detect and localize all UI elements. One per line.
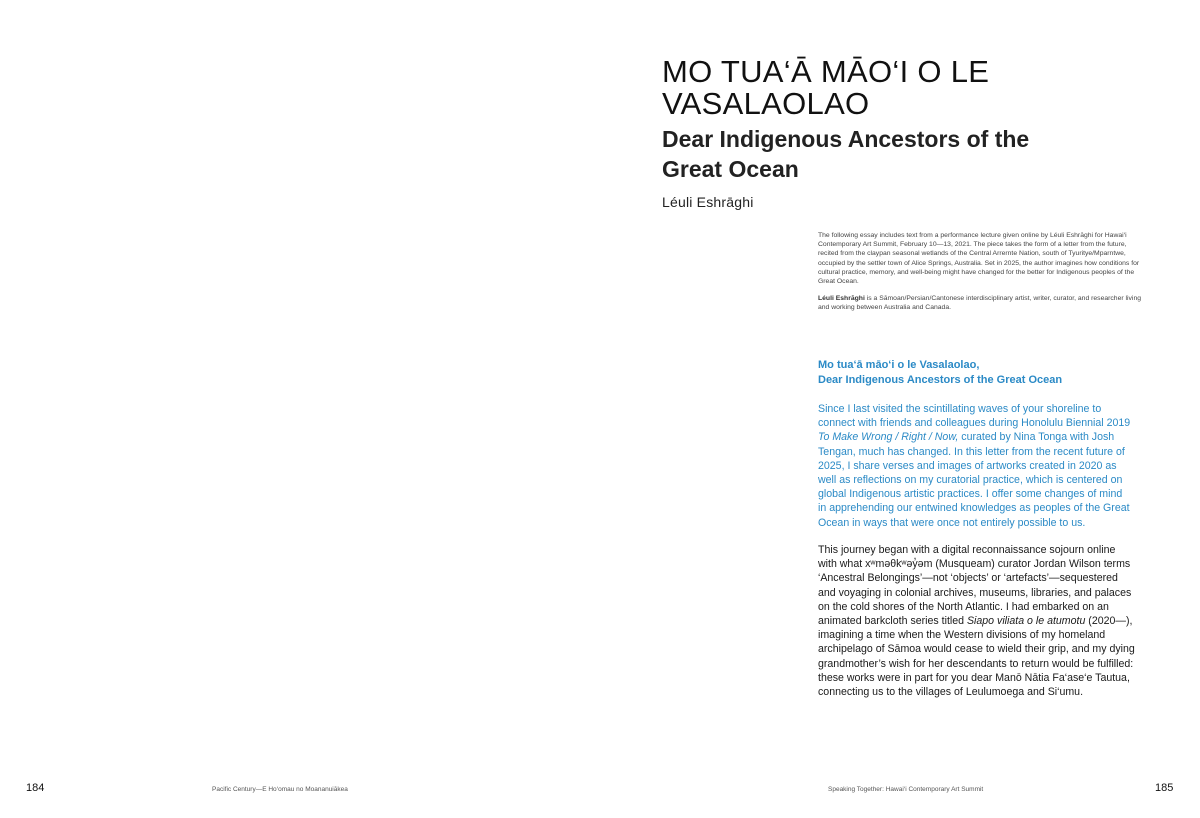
black-line: with what xʷməθkʷəy̓əm (Musqueam) curator Jordan Wilson terms xyxy=(818,558,1131,571)
exhibition-title: To Make Wrong / Right / Now, xyxy=(818,431,959,444)
blue-line: Since I last visited the scintillating waves of your shoreline to xyxy=(818,403,1102,415)
black-line: This journey began with a digital reconnaissance sojourn online xyxy=(818,544,1116,556)
black-line-after: (2020—), xyxy=(1085,615,1133,628)
subtitle-line-1: Dear Indigenous Ancestors of the xyxy=(662,126,1030,152)
running-head-left: Pacific Century—E Ho‘omau no Moananuiākea xyxy=(212,786,348,793)
paragraph-blue xyxy=(818,402,1158,530)
black-line: and voyaging in colonial archives, museums, libraries, and palaces xyxy=(818,586,1132,599)
salutation-line-2: Dear Indigenous Ancestors of the Great Ocean xyxy=(818,374,1063,386)
blue-line: connect with friends and colleagues during Honolulu Biennial 2019 xyxy=(818,417,1131,430)
bio-name: Léuli Eshrāghi xyxy=(818,295,865,303)
author-bio xyxy=(818,294,1148,312)
blue-line: global Indigenous artistic practices. I offer some changes of mind xyxy=(818,488,1123,501)
blue-line-italic xyxy=(818,430,1158,444)
blue-line-rest: curated by Nina Tonga with Josh xyxy=(958,431,1115,444)
black-line: grandmother’s wish for her descendants to return would be fulfilled: xyxy=(818,657,1134,670)
artwork-title: Siapo viliata o le atumotu xyxy=(966,615,1086,628)
blue-line: well as reflections on my curatorial practice, which is centered on xyxy=(818,474,1123,487)
subtitle-line-2: Great Ocean xyxy=(662,156,799,182)
intro-note xyxy=(818,231,1148,321)
blue-line: Ocean in ways that were once not entirely possible to us. xyxy=(818,516,1086,529)
intro-paragraph: The following essay includes text from a performance lecture given online by Léuli Eshrāghi for Hawai‘i Contemporary Art Summit, February 10—13, 2021. The piece takes the form of a letter from the future, recited from the claypan seasonal wetlands of the Central Arrernte Nation, south of Tyuritye/Mparntwe, occupied by the settler town of Alice Springs, Australia. Set in 2025, the author imagines how conditions for cultural practice, memory, and well-being might have changed for the better for Indigenous peoples of the Great Ocean. xyxy=(818,232,1140,286)
black-line-italic xyxy=(818,614,1158,628)
bio-text: is a Sāmoan/Persian/Cantonese interdisciplinary artist, writer, curator, and researcher living and working between Australia and Canada. xyxy=(818,295,1142,312)
essay-title xyxy=(662,56,1162,120)
letter-salutation xyxy=(818,358,1158,388)
title-line-2: VASALAOLAO xyxy=(662,86,870,121)
salutation-line-1: Mo tua‘ā māo‘i o le Vasalaolao, xyxy=(818,359,980,371)
black-line: archipelago of Sāmoa would cease to wield their grip, and my dying xyxy=(818,643,1135,656)
page-number-left: 184 xyxy=(26,782,45,794)
blue-line: in apprehending our entwined knowledges as peoples of the Great xyxy=(818,502,1130,515)
essay-subtitle xyxy=(662,124,1162,184)
author-name: Léuli Eshrāghi xyxy=(662,194,754,210)
blue-line: Tengan, much has changed. In this letter from the recent future of xyxy=(818,445,1125,458)
black-line-before: animated barkcloth series titled xyxy=(818,615,967,628)
page-number-right: 185 xyxy=(1155,782,1174,794)
black-line: ‘Ancestral Belongings’—not ‘objects’ or ‘artefacts’—sequestered xyxy=(818,572,1118,585)
title-line-1: MO TUA‘Ā MĀO‘I O LE xyxy=(662,54,990,89)
black-line: imagining a time when the Western divisions of my homeland xyxy=(818,629,1106,642)
blue-line: 2025, I share verses and images of artworks created in 2020 as xyxy=(818,459,1117,472)
paragraph-black xyxy=(818,543,1158,699)
black-line: these works were in part for you dear Manō Nātia Fa‘ase‘e Tautua, xyxy=(818,671,1130,684)
black-line: on the cold shores of the North Atlantic. I had embarked on an xyxy=(818,600,1109,613)
running-head-right: Speaking Together: Hawai‘i Contemporary Art Summit xyxy=(828,786,984,793)
black-line: connecting us to the villages of Leulumoega and Si‘umu. xyxy=(818,686,1084,699)
